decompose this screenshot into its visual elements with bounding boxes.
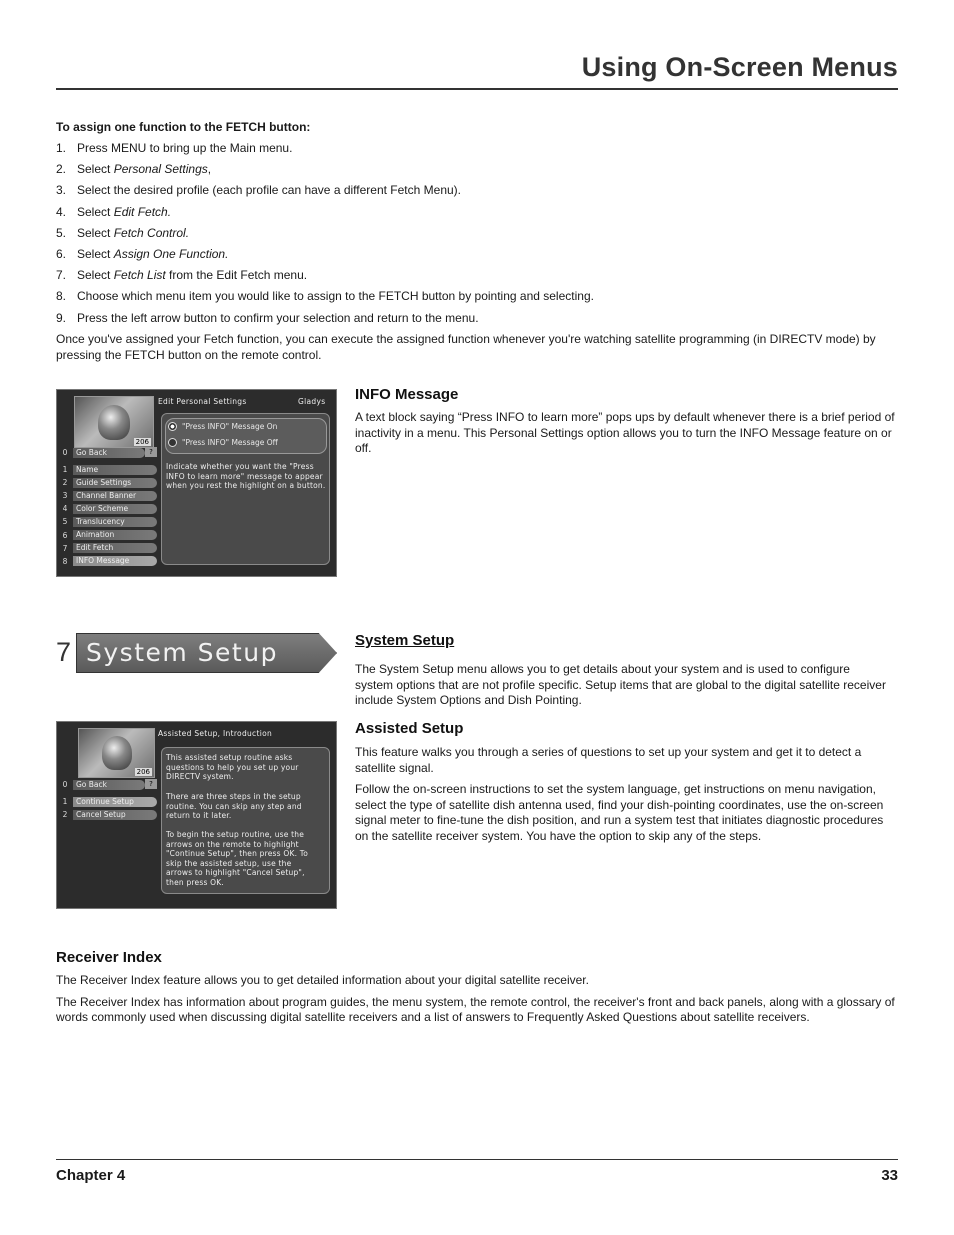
menu-number: 0	[62, 780, 68, 789]
step-text	[77, 246, 228, 267]
steps-list	[56, 140, 898, 331]
fetch-instructions	[56, 119, 898, 363]
step-text-plain: Select the desired profile (each profile can have a different Fetch Menu).	[77, 183, 461, 198]
step-text-emphasis: Edit Fetch.	[113, 204, 172, 219]
step-text	[77, 140, 292, 161]
step-text	[77, 310, 479, 331]
step-item	[56, 288, 898, 309]
menu-item-label[interactable]: INFO Message	[73, 556, 157, 566]
info-message-body: A text block saying “Press INFO to learn more” pops ups by default whenever there is a brief period of inactivity in a menu. This Personal Settings option allows you to turn the INFO Message feature on or off.	[355, 410, 895, 456]
menu-item[interactable]	[57, 809, 157, 820]
receiver-index-p1: The Receiver Index feature allows you to get detailed information about your digital satellite receiver.	[56, 973, 589, 987]
chapter-label: Chapter 4	[56, 1167, 126, 1184]
go-back-button[interactable]: Go Back	[73, 780, 145, 790]
system-setup-banner	[56, 632, 337, 674]
go-back-button[interactable]: Go Back	[73, 448, 145, 458]
step-number: 2.	[56, 162, 67, 177]
option-message-off[interactable]	[168, 438, 278, 447]
menu-number: 0	[62, 448, 68, 457]
go-back-row[interactable]	[57, 447, 145, 458]
step-number: 8.	[56, 289, 67, 304]
step-text-plain: Select	[77, 204, 114, 219]
section-number: 7	[56, 637, 72, 667]
step-text-suffix: ,	[207, 162, 212, 177]
channel-thumbnail	[78, 728, 155, 778]
step-item	[56, 246, 898, 267]
option-message-on[interactable]	[168, 422, 277, 431]
menu-item-label[interactable]: Color Scheme	[73, 504, 157, 514]
step-text-plain: Press MENU to bring up the Main menu.	[77, 141, 293, 155]
menu-item-label[interactable]: Name	[73, 465, 157, 475]
step-text-plain: Press the left arrow button to confirm your selection and return to the menu.	[77, 310, 479, 325]
assisted-setup-screenshot	[56, 721, 337, 909]
channel-number: 206	[136, 768, 150, 776]
instructions-closing: Once you've assigned your Fetch function, you can execute the assigned function whenever you're watching satellite programming (in DIRECTV mode) by pressing the FETCH button on the remote control.	[56, 331, 876, 362]
menu-item[interactable]	[57, 477, 157, 488]
radio-unselected-icon	[168, 438, 177, 447]
step-text-emphasis: Fetch List	[113, 268, 166, 283]
channel-thumbnail	[74, 396, 154, 448]
menu-number: 3	[62, 491, 68, 501]
menu-item[interactable]	[57, 796, 157, 807]
title-rule	[56, 88, 898, 90]
step-text	[77, 225, 189, 246]
step-number: 6.	[56, 246, 67, 261]
help-button[interactable]: ?	[145, 447, 157, 457]
step-number: 7.	[56, 268, 67, 283]
instructions-lead: To assign one function to the FETCH button:	[56, 120, 311, 134]
page-number: 33	[881, 1167, 898, 1184]
menu-item-label[interactable]: Animation	[73, 530, 157, 540]
menu-item-label[interactable]: Continue Setup	[73, 797, 157, 807]
step-item	[56, 310, 898, 331]
setup-intro-para2: There are three steps in the setup routine. You can skip any step and return to it later.	[166, 792, 302, 821]
menu-item-label[interactable]: Edit Fetch	[73, 543, 157, 553]
menu-item[interactable]	[57, 556, 157, 567]
assisted-setup-p1: This feature walks you through a series of questions to set up your system and get it to detect a satellite signal.	[355, 745, 862, 775]
step-text-plain: Select	[77, 162, 114, 177]
motorcycle-rider-image	[98, 405, 129, 440]
menu-item[interactable]	[57, 530, 157, 541]
menu-item-label[interactable]: Channel Banner	[73, 491, 157, 501]
step-number: 5.	[56, 225, 67, 240]
options-panel	[161, 413, 330, 565]
menu-number: 1	[62, 797, 68, 806]
assisted-setup-heading: Assisted Setup	[355, 720, 464, 737]
step-item	[56, 204, 898, 225]
instructions-panel	[161, 747, 330, 894]
menu-number: 7	[62, 543, 68, 553]
option-on-label: "Press INFO" Message On	[182, 422, 278, 431]
banner-label: System Setup	[86, 638, 278, 667]
screen-title: Edit Personal Settings	[158, 397, 247, 406]
menu-item[interactable]	[57, 503, 157, 514]
step-number: 9.	[56, 310, 67, 325]
menu-number: 8	[62, 556, 68, 566]
menu-number: 1	[62, 465, 68, 474]
step-text	[77, 267, 307, 288]
step-item	[56, 140, 898, 161]
step-text-emphasis: Fetch Control.	[113, 225, 190, 240]
profile-name: Gladys	[298, 397, 326, 406]
menu-number: 6	[62, 530, 68, 540]
step-number: 4.	[56, 204, 67, 219]
menu-item[interactable]	[57, 516, 157, 527]
step-text-suffix: from the Edit Fetch menu.	[165, 268, 308, 283]
step-item	[56, 225, 898, 246]
assisted-setup-body	[355, 745, 895, 845]
option-off-label: "Press INFO" Message Off	[182, 438, 278, 447]
menu-number: 2	[62, 810, 68, 820]
menu-item-label[interactable]: Translucency	[73, 517, 157, 527]
option-description: Indicate whether you want the "Press INFO to learn more" message to appear when you rest the highlight on a button.	[166, 462, 326, 491]
system-setup-heading: System Setup	[355, 632, 455, 649]
step-text-plain: Choose which menu item you would like to assign to the FETCH button by pointing and selecting.	[77, 289, 594, 304]
channel-number: 206	[135, 438, 149, 446]
radio-selected-icon	[168, 422, 177, 431]
menu-number: 2	[62, 478, 68, 488]
step-text	[77, 161, 211, 182]
step-item	[56, 267, 898, 288]
setup-intro-para1: This assisted setup routine asks questions to help you set up your DIRECTV system.	[166, 753, 299, 782]
go-back-row[interactable]	[57, 779, 145, 790]
footer-rule	[56, 1159, 898, 1160]
assisted-setup-p2: Follow the on-screen instructions to set the system language, get instructions on menu navigation, select the type of satellite dish antenna used, find your dish-pointing coordinates, use the on-screen signal meter to fine-tune the dish position, and run a system test that initiates diagnostic procedures on the satellite receiver system. You have the option to skip any of the steps.	[355, 782, 884, 843]
setup-intro-para3: To begin the setup routine, use the arrows on the remote to highlight "Continue Setup", then press OK. To skip the assisted setup, use the arrows to highlight "Cancel Setup", then press OK.	[166, 830, 309, 887]
menu-item-label[interactable]: Guide Settings	[73, 478, 157, 488]
menu-item[interactable]	[57, 543, 157, 554]
step-text-emphasis: Personal Settings	[113, 162, 208, 177]
step-text	[77, 204, 171, 225]
step-text	[77, 288, 594, 309]
receiver-index-p2: The Receiver Index has information about program guides, the menu system, the remote control, the receiver's front and back panels, along with a glossary of words commonly used when discussing digital satellite receivers and a list of answers to Frequently Asked Questions about satellite receivers.	[56, 994, 895, 1025]
menu-item[interactable]	[57, 464, 157, 475]
menu-number: 4	[62, 504, 68, 514]
step-number: 1.	[56, 141, 67, 155]
menu-item-label[interactable]: Cancel Setup	[73, 810, 157, 820]
step-item	[56, 161, 898, 182]
screen-title: Assisted Setup, Introduction	[158, 729, 273, 738]
receiver-index-body	[56, 973, 896, 1026]
receiver-index-heading: Receiver Index	[56, 949, 162, 966]
edit-personal-settings-screenshot	[56, 389, 337, 577]
info-message-heading: INFO Message	[355, 386, 459, 403]
menu-number: 5	[62, 517, 68, 527]
step-text-plain: Select	[77, 246, 114, 261]
step-text-plain: Select	[77, 268, 114, 283]
motorcycle-rider-image	[102, 736, 132, 770]
step-number: 3.	[56, 183, 67, 198]
page-title: Using On-Screen Menus	[581, 52, 898, 82]
step-text	[77, 182, 461, 203]
step-text-plain: Select	[77, 225, 114, 240]
system-setup-body: The System Setup menu allows you to get details about your system and is used to configure system options that are not profile specific. Setup items that are global to the digital satellite receiver include System Options and Dish Pointing.	[355, 662, 886, 708]
step-text-emphasis: Assign One Function.	[113, 246, 229, 261]
menu-item[interactable]	[57, 490, 157, 501]
help-button[interactable]: ?	[145, 779, 157, 789]
step-item	[56, 182, 898, 203]
